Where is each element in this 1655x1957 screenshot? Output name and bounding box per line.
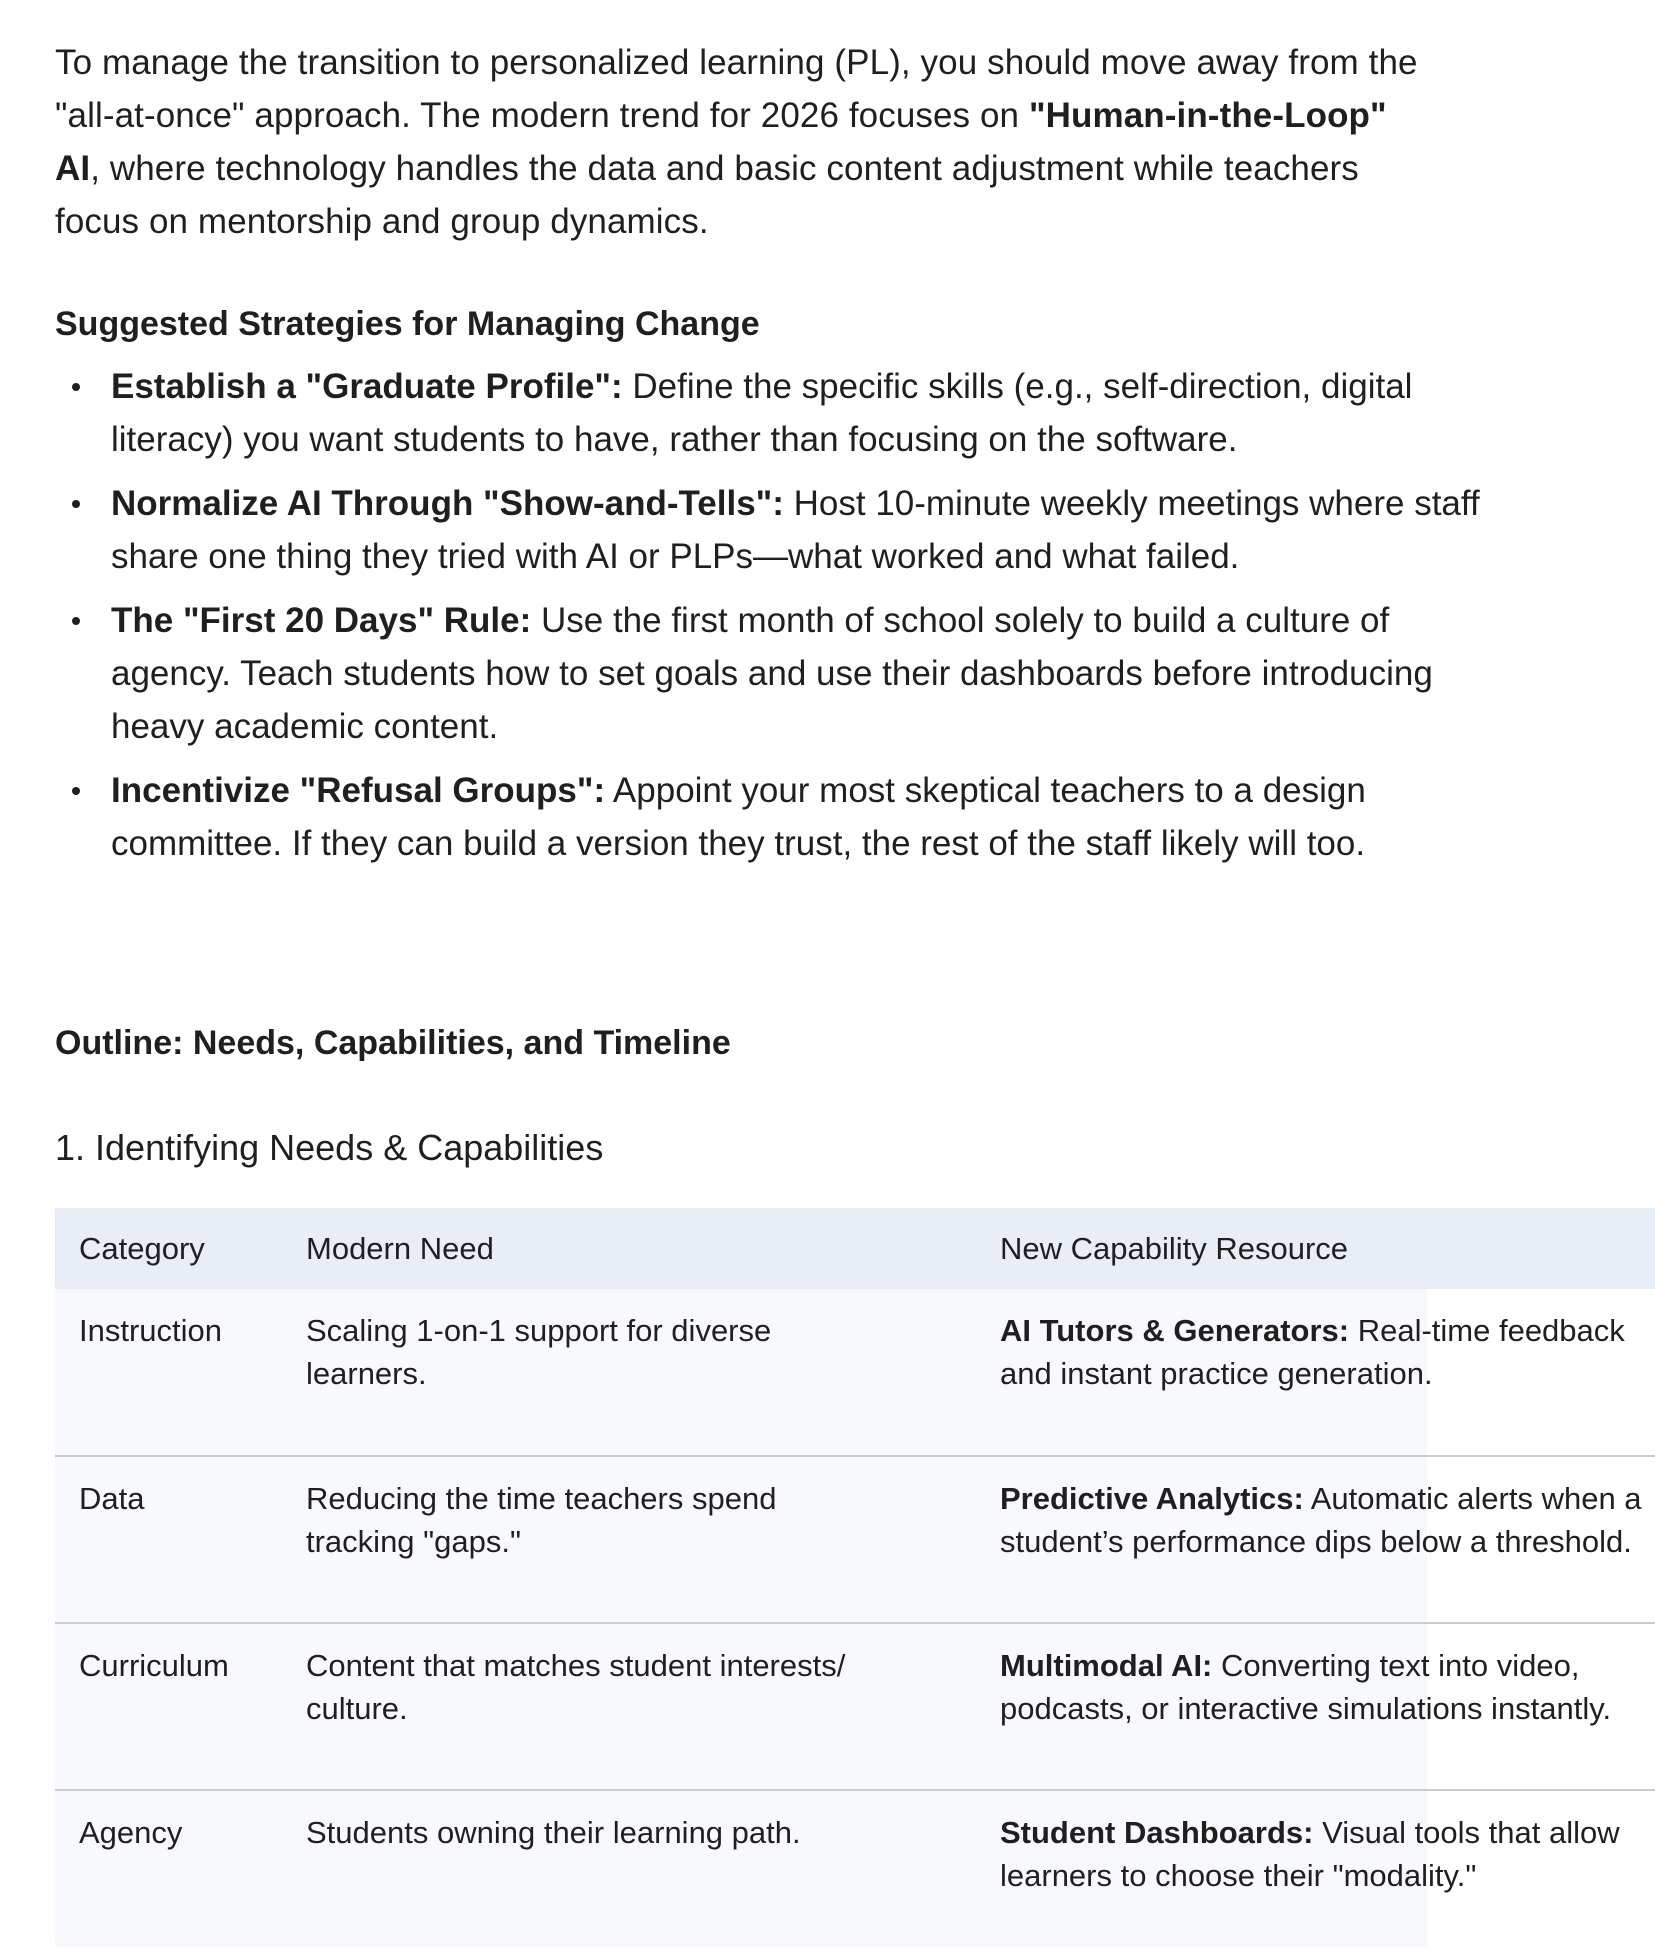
capability-title: AI Tutors & Generators: xyxy=(1000,1313,1350,1348)
response-content xyxy=(55,36,1642,1893)
list-item xyxy=(55,594,1486,753)
list-item xyxy=(55,764,1486,870)
strategy-text: Host 10-minute weekly meetings where staff share one thing they tried with AI or PLPs—what worked and what failed. xyxy=(111,484,1480,576)
strategy-text: Define the specific skills (e.g., self-direction, digital literacy) you want students to have, rather than focusing on the software. xyxy=(111,367,1413,459)
strategy-title: Incentivize "Refusal Groups": xyxy=(111,771,606,810)
table-row xyxy=(55,1289,1655,1456)
strategy-title: The "First 20 Days" Rule: xyxy=(111,601,532,640)
strategy-text: Use the first month of school solely to build a culture of agency. Teach students how to set goals and use their dashboards before introducing heavy academic content. xyxy=(111,601,1433,746)
capability-text: Real-time feedback and instant practice generation. xyxy=(1000,1313,1625,1391)
bullet-icon xyxy=(72,617,80,625)
cell-need xyxy=(306,1456,1000,1623)
capability-text: Converting text into video, podcasts, or interactive simulations instantly. xyxy=(1000,1648,1612,1726)
needs-subheading: 1. Identifying Needs & Capabilities xyxy=(55,1127,604,1168)
capability-title: Predictive Analytics: xyxy=(1000,1481,1304,1516)
cell-need-text: Scaling 1-on-1 support for diverse learners. xyxy=(306,1313,772,1391)
cell-category: Curriculum xyxy=(79,1648,229,1683)
cell-capability xyxy=(1000,1790,1655,1957)
table-header-row xyxy=(55,1208,1655,1289)
bullet-icon xyxy=(72,787,80,795)
header-modern-need: Modern Need xyxy=(306,1231,494,1266)
bullet-icon xyxy=(72,383,80,391)
intro-paragraph xyxy=(55,36,1435,248)
intro-text-1: To manage the transition to personalized learning (PL), you should move away from the "all-at-once" approach. The modern trend for 2026 focuses on xyxy=(55,43,1418,135)
table-row xyxy=(55,1790,1655,1957)
cell-category: Instruction xyxy=(79,1313,223,1348)
cell-capability xyxy=(1000,1289,1655,1456)
needs-table xyxy=(55,1208,1655,1957)
intro-bold-phrase: "Human-in-the-Loop" AI xyxy=(55,96,1387,188)
strategy-text: Appoint your most skeptical teachers to a design committee. If they can build a version they trust, the rest of the staff likely will too. xyxy=(111,771,1366,863)
header-new-capability: New Capability Resource xyxy=(1000,1231,1349,1266)
table-row xyxy=(55,1623,1655,1790)
cell-need-text: Students owning their learning path. xyxy=(306,1815,801,1850)
outline-heading: Outline: Needs, Capabilities, and Timeline xyxy=(55,1024,731,1062)
header-category: Category xyxy=(79,1231,205,1266)
strategy-title: Normalize AI Through "Show-and-Tells": xyxy=(111,484,784,523)
capability-text: Visual tools that allow learners to choose their "modality." xyxy=(1000,1815,1620,1893)
strategies-heading: Suggested Strategies for Managing Change xyxy=(55,305,760,343)
cell-need-text: Content that matches student interests/ culture. xyxy=(306,1648,846,1726)
strategies-list xyxy=(55,360,1480,881)
capability-title: Multimodal AI: xyxy=(1000,1648,1213,1683)
list-item xyxy=(55,477,1486,583)
cell-need-text: Reducing the time teachers spend tracking "gaps." xyxy=(306,1481,777,1559)
cell-need xyxy=(306,1623,1000,1790)
cell-need xyxy=(306,1790,1000,1957)
cell-need xyxy=(306,1289,1000,1456)
cell-category: Agency xyxy=(79,1815,183,1850)
capability-title: Student Dashboards: xyxy=(1000,1815,1314,1850)
intro-text-2: , where technology handles the data and basic content adjustment while teachers focus on mentorship and group dynamics. xyxy=(55,149,1359,241)
cell-category: Data xyxy=(79,1481,145,1516)
bullet-icon xyxy=(72,500,80,508)
cell-capability xyxy=(1000,1456,1655,1623)
cell-capability xyxy=(1000,1623,1655,1790)
table-row xyxy=(55,1456,1655,1623)
list-item xyxy=(55,360,1486,466)
capability-text: Automatic alerts when a student’s performance dips below a threshold. xyxy=(1000,1481,1642,1559)
needs-table-scroll-container[interactable] xyxy=(55,1208,1642,1947)
strategy-title: Establish a "Graduate Profile": xyxy=(111,367,623,406)
